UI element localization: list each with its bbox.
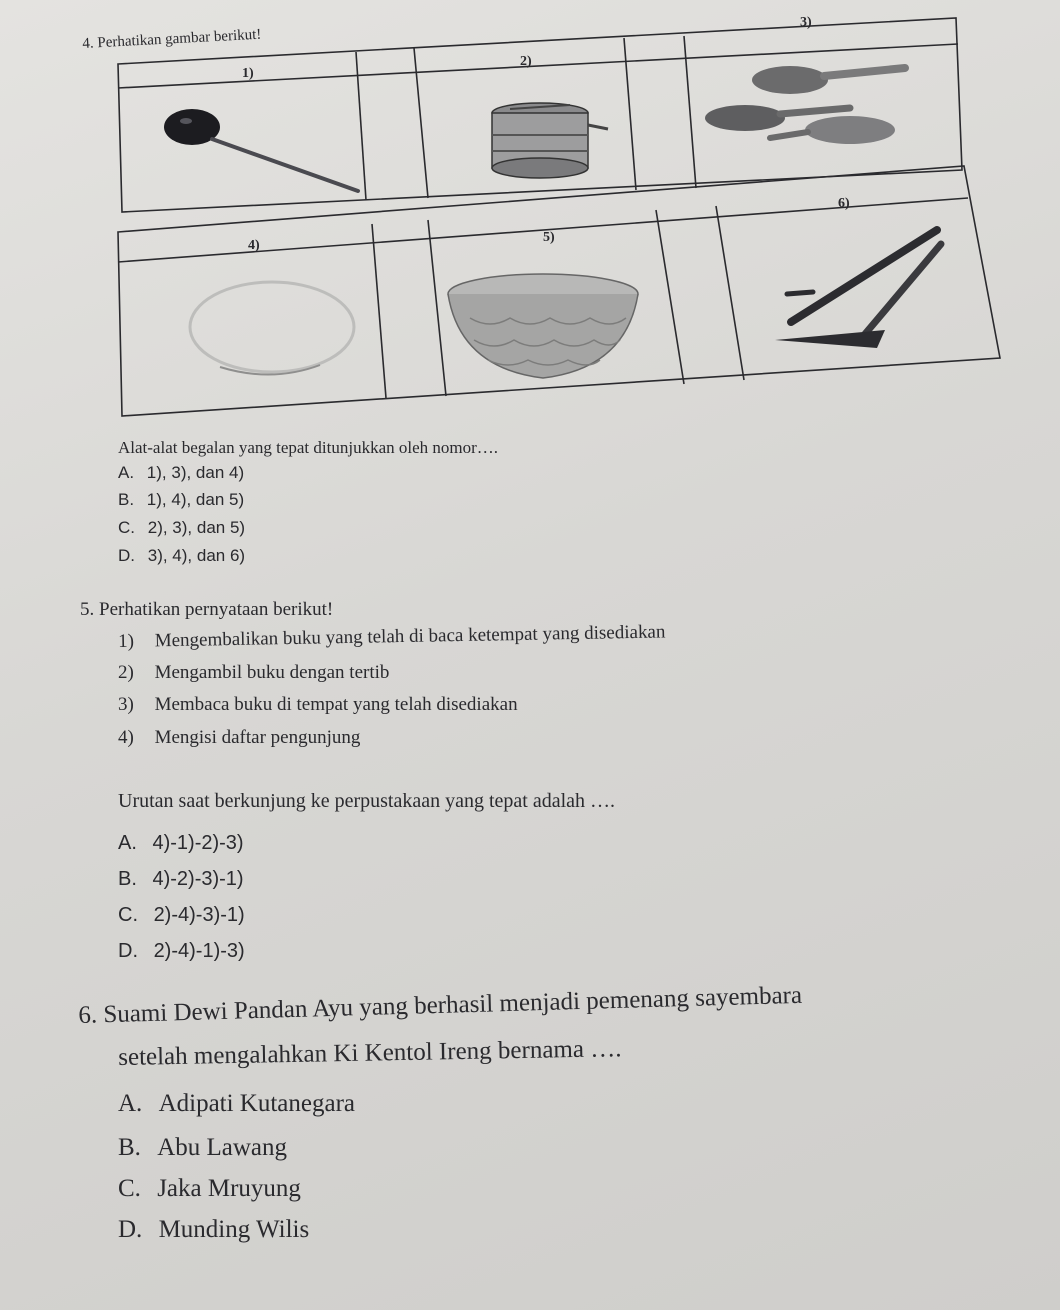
- q4-option-c[interactable]: [118, 518, 245, 538]
- statement-number: 1): [118, 630, 135, 652]
- option-letter: A.: [118, 463, 135, 482]
- option-text: Abu Lawang: [157, 1134, 288, 1161]
- option-letter: B.: [118, 490, 135, 509]
- q5-title: 5. Perhatikan pernyataan berikut!: [80, 599, 334, 620]
- statement-number: 3): [118, 694, 134, 715]
- option-letter: A.: [118, 832, 137, 854]
- option-text: 1), 4), dan 5): [146, 490, 245, 509]
- q4-label-6: 6): [838, 196, 850, 211]
- q4-option-a[interactable]: [118, 463, 244, 483]
- q5-option-c[interactable]: [118, 904, 245, 927]
- glass-bowl-image: [440, 268, 650, 393]
- option-letter: C.: [118, 904, 138, 926]
- q4-label-1: 1): [242, 66, 254, 81]
- q5-option-d[interactable]: [118, 940, 245, 963]
- statement-text: Membaca buku di tempat yang telah disediakan: [154, 694, 518, 715]
- q4-label-3: 3): [800, 15, 812, 30]
- option-letter: D.: [118, 940, 138, 962]
- q5-statement-4: [118, 727, 360, 749]
- q6-option-a[interactable]: [118, 1090, 355, 1118]
- option-letter: A.: [118, 1090, 143, 1117]
- option-text: Munding Wilis: [158, 1216, 310, 1243]
- option-letter: B.: [118, 1134, 141, 1161]
- option-text: 4)-2)-3)-1): [152, 868, 244, 890]
- option-text: 1), 3), dan 4): [146, 463, 245, 482]
- option-letter: D.: [118, 546, 135, 565]
- statement-number: 2): [118, 662, 134, 683]
- option-text: 2), 3), dan 5): [147, 518, 246, 537]
- q6-option-c[interactable]: [118, 1175, 301, 1203]
- q4-label-5: 5): [543, 230, 555, 245]
- option-letter: B.: [118, 868, 137, 890]
- option-text: 2)-4)-3)-1): [153, 904, 245, 926]
- q5-option-a[interactable]: [118, 832, 244, 855]
- option-letter: C.: [118, 518, 135, 537]
- option-text: Jaka Mruyung: [157, 1175, 301, 1202]
- q5-question-stem: Urutan saat berkunjung ke perpustakaan yang tepat adalah ….: [118, 790, 616, 812]
- q6-option-d[interactable]: [118, 1216, 309, 1244]
- q4-label-4: 4): [248, 238, 260, 253]
- q4-title: 4. Perhatikan gambar berikut!: [82, 26, 262, 52]
- option-letter: C.: [118, 1175, 141, 1202]
- q4-option-d[interactable]: [118, 546, 245, 566]
- q5-option-b[interactable]: [118, 868, 244, 891]
- option-letter: D.: [118, 1216, 143, 1243]
- statement-text: Mengambil buku dengan tertib: [154, 662, 390, 683]
- wooden-spoons-image: [700, 58, 920, 163]
- q6-question-line-2: setelah mengalahkan Ki Kentol Ireng bernama ….: [118, 1035, 622, 1071]
- q4-option-b[interactable]: [118, 490, 244, 510]
- statement-text: Mengembalikan buku yang telah di baca ketempat yang disediakan: [154, 621, 666, 652]
- tongs-image: [765, 222, 950, 362]
- q4-label-2: 2): [520, 54, 532, 69]
- q5-statement-3: [118, 694, 518, 716]
- q4-question-stem: Alat-alat begalan yang tepat ditunjukkan oleh nomor….: [118, 438, 499, 457]
- q6-option-b[interactable]: [118, 1134, 287, 1162]
- option-text: 3), 4), dan 6): [147, 546, 246, 565]
- option-text: Adipati Kutanegara: [158, 1090, 356, 1117]
- option-text: 2)-4)-1)-3): [153, 940, 245, 962]
- plate-image: [180, 275, 370, 395]
- statement-text: Mengisi daftar pengunjung: [154, 727, 361, 748]
- q5-statement-2: [118, 662, 389, 684]
- statement-number: 4): [118, 727, 134, 748]
- q6-question-line-1: 6. Suami Dewi Pandan Ayu yang berhasil menjadi pemenang sayembara: [78, 981, 803, 1029]
- option-text: 4)-1)-2)-3): [152, 832, 244, 854]
